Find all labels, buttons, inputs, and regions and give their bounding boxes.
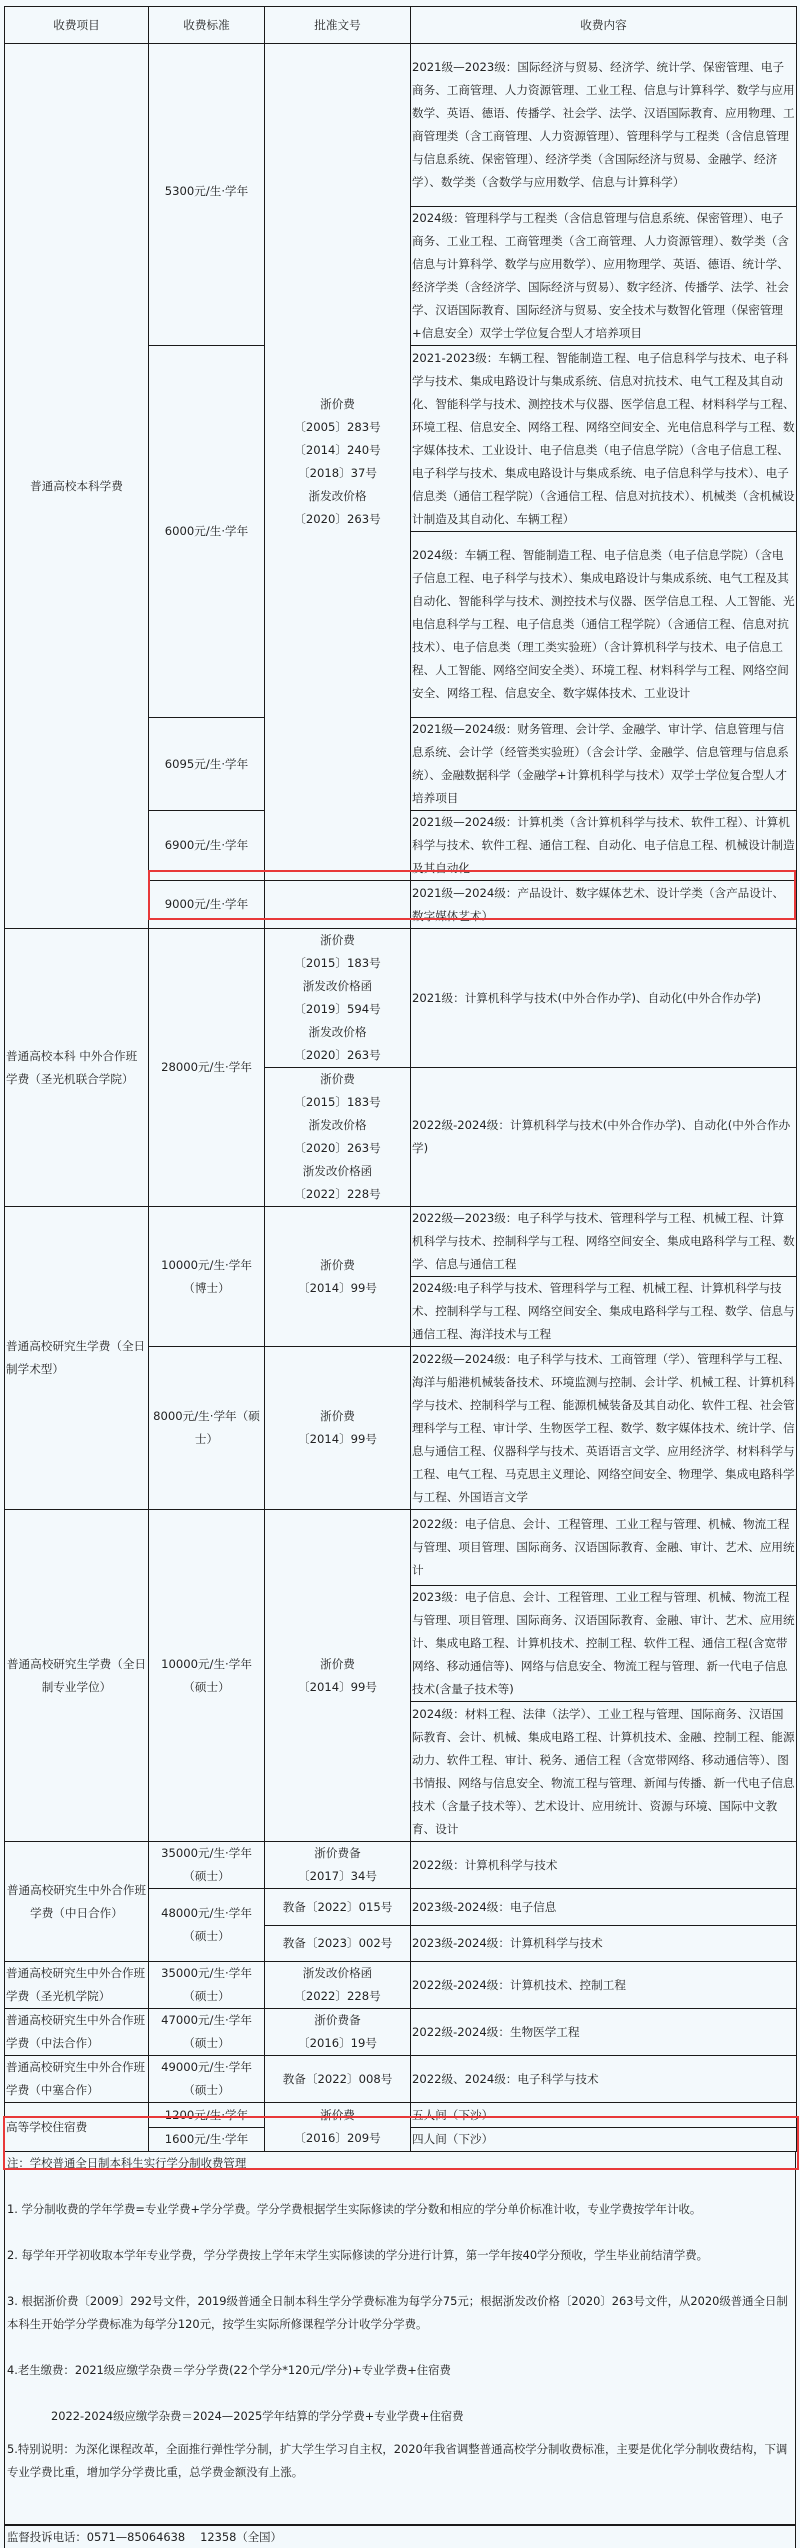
note-item: 5.特别说明：为深化课程改革，全面推行弹性学分制，扩大学生学习自主权，2020年我省调整普通高校学分制收费标准，主要是优化学分制收费结构，下调专业学费比重，增加学分学费比重，总学费金额没有上涨。 <box>7 2442 788 2479</box>
approval-line: 浙发改价格函 <box>302 1164 373 1178</box>
fee-content: 2022级-2024级：计算机技术、控制工程 <box>411 1962 797 2009</box>
fee-item-sino-foreign-ug: 普通高校本科 中外合作班学费（圣光机联合学院） <box>5 929 149 1207</box>
approval-line: 〔2020〕263号 <box>294 1048 381 1062</box>
approval-line: 浙发改价格 <box>308 1025 367 1039</box>
approval-line: 〔2018〕37号 <box>297 466 378 480</box>
fee-content: 2021级：计算机科学与技术(中外合作办学)、自动化(中外合作办学) <box>411 929 797 1068</box>
fee-standard: 10000元/生·学年（博士） <box>149 1207 265 1347</box>
approval-line: 浙价费 <box>320 1257 355 1272</box>
table-row <box>5 1962 797 2009</box>
fee-content: 2021级—2024级：产品设计、数字媒体艺术、设计学类（含产品设计、数字媒体艺术） <box>411 881 797 929</box>
fee-content: 五人间（下沙） <box>411 2103 797 2128</box>
approval-line: 〔2019〕594号 <box>294 1002 381 1016</box>
fee-document <box>4 6 796 2548</box>
fee-standard: 35000元/生·学年（硕士） <box>149 1962 265 2009</box>
fee-standard: 6095元/生·学年 <box>149 718 265 811</box>
table-row <box>5 2009 797 2056</box>
fee-content: 2021级—2024级：计算机类（含计算机科学与技术、软件工程）、计算机科学与技术、软件工程、通信工程、自动化、电子信息工程、机械设计制造及其自动化 <box>411 811 797 881</box>
note-item: 2022-2024级应缴学杂费＝2024—2025学年结算的学分学费+专业学费+住宿费 <box>51 2409 464 2423</box>
approval-line: 〔2014〕240号 <box>294 443 381 457</box>
fee-item-grad-sgj: 普通高校研究生中外合作班学费（圣光机学院） <box>5 1962 149 2009</box>
approval-line: 浙价费 <box>320 933 355 947</box>
approval-cell <box>265 2103 411 2152</box>
approval-line: 〔2016〕209号 <box>294 2131 381 2145</box>
complaint-hotline: 监督投诉电话：0571—85064638 12358（全国） <box>4 2525 796 2548</box>
fee-standard: 6900元/生·学年 <box>149 811 265 881</box>
fee-content: 2022级-2024级：计算机科学与技术(中外合作办学)、自动化(中外合作办学) <box>411 1068 797 1207</box>
approval-line: 〔2014〕99号 <box>297 1280 378 1295</box>
approval-cell <box>265 1510 411 1842</box>
table-row <box>5 929 797 1068</box>
approval-line: 浙价费 <box>320 1656 355 1671</box>
fee-standard: 6000元/生·学年 <box>149 346 265 718</box>
fee-standard: 9000元/生·学年 <box>149 881 265 929</box>
approval-cell <box>265 1962 411 2009</box>
fee-standard: 5300元/生·学年 <box>149 44 265 346</box>
approval-line: 浙发改价格函 <box>302 979 373 993</box>
header-approval: 批准文号 <box>265 7 411 44</box>
fee-content: 2022级—2024级：电子科学与技术、工商管理（学）、管理科学与工程、海洋与船港机械装备技术、环境监测与控制、会计学、机械工程、计算机科学与技术、控制科学与工程、能源机械装备及其自动化、软件工程、社会管理科学与工程、审计学、生物医学工程、数学、数字媒体技术、统计学、信息与通信工程、仪器科学与技术、英语语言文学、应用经济学、材料科学与工程、电气工程、马克思主义理论、网络空间安全、物理学、集成电路科学与工程、外国语言文学 <box>411 1347 797 1510</box>
approval-cell <box>265 1068 411 1207</box>
approval-line: 浙发改价格函 <box>302 1966 373 1980</box>
table-row <box>5 44 797 207</box>
approval-line: 浙价费 <box>320 2108 355 2122</box>
notes-section <box>4 2152 796 2525</box>
fee-standard: 35000元/生·学年（硕士） <box>149 1842 265 1889</box>
note-item: 3. 根据浙价费〔2009〕292号文件，2019级普通全日制本科生学分学费标准为每学分75元；根据浙发改价格〔2020〕263号文件，从2020级普通全日制本科生开始学分学费标准为每学分120元，按学生实际所修课程学分计收学分学费。 <box>7 2294 788 2331</box>
fee-standard: 47000元/生·学年（硕士） <box>149 2009 265 2056</box>
note-item: 1. 学分制收费的学年学费=专业学费+学分学费。学分学费根据学生实际修读的学分数和相应的学分单价标准计收，专业学费按学年计收。 <box>7 2202 702 2216</box>
fee-item-grad-professional: 普通高校研究生学费（全日制专业学位） <box>5 1510 149 1842</box>
fee-content: 2021级—2024级：财务管理、会计学、金融学、审计学、信息管理与信息系统、会计学（经管类实验班）（含会计学、金融学、信息管理与信息系统）、金融数据科学（金融学+计算机科学与技术）双学士学位复合型人才培养项目 <box>411 718 797 811</box>
fee-standard: 28000元/生·学年 <box>149 929 265 1207</box>
fee-item-grad-academic: 普通高校研究生学费（全日制学术型） <box>5 1207 149 1510</box>
table-row <box>5 2056 797 2103</box>
approval-line: 浙发改价格 <box>308 489 367 503</box>
approval-line: 浙价费备 <box>314 1846 361 1860</box>
fee-content: 2022级、2024级：电子科学与技术 <box>411 2056 797 2103</box>
approval-cell: 教备〔2022〕008号 <box>265 2056 411 2103</box>
note-item: 2. 每学年开学初收取本学年专业学费，学分学费按上学年末学生实际修读的学分进行计算，第一学年按40学分预收，学生毕业前结清学费。 <box>7 2248 709 2262</box>
fee-standard: 49000元/生·学年（硕士） <box>149 2056 265 2103</box>
fee-item-grad-sino-serbia: 普通高校研究生中外合作班学费（中塞合作） <box>5 2056 149 2103</box>
approval-line: 〔2015〕183号 <box>294 1095 381 1109</box>
approval-line: 〔2022〕228号 <box>294 1989 381 2003</box>
fee-standard: 8000元/生·学年（硕士） <box>149 1347 265 1510</box>
approval-line: 〔2014〕99号 <box>297 1432 378 1446</box>
table-header-row <box>5 7 797 44</box>
fee-content: 2021级—2023级：国际经济与贸易、经济学、统计学、保密管理、电子商务、工商管理、人力资源管理、工业工程、信息与计算科学、数学与应用数学、英语、德语、传播学、社会学、法学、汉语国际教育、应用物理、工商管理类（含工商管理、人力资源管理）、管理科学与工程类（含信息管理与信息系统、保密管理）、经济学类（含国际经济与贸易、金融学、经济学）、数学类（含数学与应用数学、信息与计算科学） <box>411 44 797 207</box>
fee-content: 2024级:电子科学与技术、管理科学与工程、机械工程、计算机科学与技术、控制科学与工程、网络空间安全、集成电路科学与工程、数学、信息与通信工程、海洋技术与工程 <box>411 1277 797 1347</box>
fee-item-undergrad: 普通高校本科学费 <box>5 44 149 929</box>
fee-content: 四人间（下沙） <box>411 2128 797 2152</box>
fee-content: 2024级：管理科学与工程类（含信息管理与信息系统、保密管理）、电子商务、工业工程、工商管理类（含工商管理、人力资源管理）、数学类（含信息与计算科学、数学与应用数学）、应用物理学、英语、德语、统计学、经济学类（含经济学、国际经济与贸易）、数字经济、传播学、法学、社会学、汉语国际教育、国际经济与贸易、安全技术与数智化管理（保密管理+信息安全）双学士学位复合型人才培养项目 <box>411 207 797 346</box>
approval-line: 〔2020〕263号 <box>294 1141 381 1155</box>
approval-cell: 教备〔2022〕015号 <box>265 1889 411 1926</box>
approval-cell <box>265 1842 411 1889</box>
fee-content: 2024级：车辆工程、智能制造工程、电子信息类（电子信息学院）（含电子信息工程、电子科学与技术）、集成电路设计与集成系统、电气工程及其自动化、智能科学与技术、测控技术与仪器、医学信息工程、人工智能、光电信息科学与工程、电子信息类（通信工程学院）（含通信工程、信息对抗技术）、电子信息类（理工类实验班）（含计算机科学与技术、电子信息工程、人工智能、网络空间安全类）、环境工程、材料科学与工程、网络空间安全、网络工程、信息安全、数字媒体技术、工业设计 <box>411 532 797 718</box>
notes-title: 注：学校普通全日制本科生实行学分制收费管理 <box>7 2156 247 2170</box>
table-row <box>5 1207 797 1277</box>
fee-standard: 10000元/生·学年（硕士） <box>149 1510 265 1842</box>
header-standard: 收费标准 <box>149 7 265 44</box>
approval-line: 〔2014〕99号 <box>297 1679 378 1694</box>
table-row <box>5 1842 797 1889</box>
fee-item-dorm: 高等学校住宿费 <box>5 2103 149 2152</box>
approval-line: 浙发改价格 <box>308 1118 367 1132</box>
approval-line: 〔2016〕19号 <box>297 2036 378 2050</box>
note-item: 4.老生缴费：2021级应缴学杂费＝学分学费(22个学分*120元/学分)+专业学费+住宿费 <box>7 2363 451 2377</box>
fee-content: 2022级：电子信息、会计、工程管理、工业工程与管理、机械、物流工程与管理、项目管理、国际商务、汉语国际教育、金融、审计、艺术、应用统计 <box>411 1510 797 1586</box>
table-row <box>5 1510 797 1586</box>
approval-cell <box>265 2009 411 2056</box>
fee-standard: 48000元/生·学年（硕士） <box>149 1889 265 1962</box>
approval-line: 〔2020〕263号 <box>294 512 381 526</box>
fee-content: 2023级：电子信息、会计、工程管理、工业工程与管理、机械、物流工程与管理、项目管理、国际商务、汉语国际教育、金融、审计、艺术、应用统计、集成电路工程、计算机技术、控制工程、软件工程、通信工程(含宽带网络、移动通信等)、网络与信息安全、物流工程与管理、新一代电子信息技术(含量子技术等) <box>411 1586 797 1702</box>
approval-line: 〔2022〕228号 <box>294 1187 381 1201</box>
approval-line: 〔2017〕34号 <box>297 1869 378 1883</box>
approval-line: 〔2015〕183号 <box>294 956 381 970</box>
fee-content: 2022级：计算机科学与技术 <box>411 1842 797 1889</box>
approval-line: 〔2005〕283号 <box>294 420 381 434</box>
fee-content: 2021-2023级：车辆工程、智能制造工程、电子信息科学与技术、电子科学与技术、集成电路设计与集成系统、信息对抗技术、电气工程及其自动化、智能科学与技术、测控技术与仪器、医学信息工程、材料科学与工程、环境工程、信息安全、网络工程、网络空间安全、光电信息科学与工程、数字媒体技术、工业设计、电子信息类（电子信息学院）（含电子信息工程、电子科学与技术、集成电路设计与集成系统、电子信息科学与技术）、电子信息类（通信工程学院）（含通信工程、信息对抗技术）、机械类（含机械设计制造及其自动化、车辆工程） <box>411 346 797 532</box>
fee-content: 2023级-2024级：电子信息 <box>411 1889 797 1926</box>
fee-item-grad-sino-france: 普通高校研究生中外合作班学费（中法合作） <box>5 2009 149 2056</box>
approval-cell <box>265 1207 411 1347</box>
approval-undergrad <box>265 44 411 881</box>
approval-line: 浙价费 <box>320 397 355 411</box>
fee-standard: 1600元/生·学年 <box>149 2128 265 2152</box>
approval-cell <box>265 929 411 1068</box>
fee-table <box>4 6 797 2152</box>
header-content: 收费内容 <box>411 7 797 44</box>
approval-line: 浙价费备 <box>314 2013 361 2027</box>
table-row-highlighted <box>5 2103 797 2128</box>
approval-cell <box>265 1347 411 1510</box>
fee-item-grad-sino-japan: 普通高校研究生中外合作班学费（中日合作） <box>5 1842 149 1962</box>
approval-empty <box>265 881 411 929</box>
approval-cell: 教备〔2023〕002号 <box>265 1926 411 1962</box>
header-item: 收费项目 <box>5 7 149 44</box>
fee-standard: 1200元/生·学年 <box>149 2103 265 2128</box>
approval-line: 浙价费 <box>320 1409 355 1423</box>
fee-content: 2022级—2023级：电子科学与技术、管理科学与工程、机械工程、计算机科学与技术、控制科学与工程、网络空间安全、集成电路科学与工程、数学、信息与通信工程 <box>411 1207 797 1277</box>
fee-content: 2023级-2024级：计算机科学与技术 <box>411 1926 797 1962</box>
fee-content: 2024级：材料工程、法律（法学）、工业工程与管理、国际商务、汉语国际教育、会计、机械、集成电路工程、计算机技术、金融、控制工程、能源动力、软件工程、审计、税务、通信工程（含宽带网络、移动通信等）、图书情报、网络与信息安全、物流工程与管理、新闻与传播、新一代电子信息技术（含量子技术等）、艺术设计、应用统计、资源与环境、国际中文教育、设计 <box>411 1702 797 1842</box>
fee-content: 2022级-2024级：生物医学工程 <box>411 2009 797 2056</box>
approval-line: 浙价费 <box>320 1072 355 1086</box>
